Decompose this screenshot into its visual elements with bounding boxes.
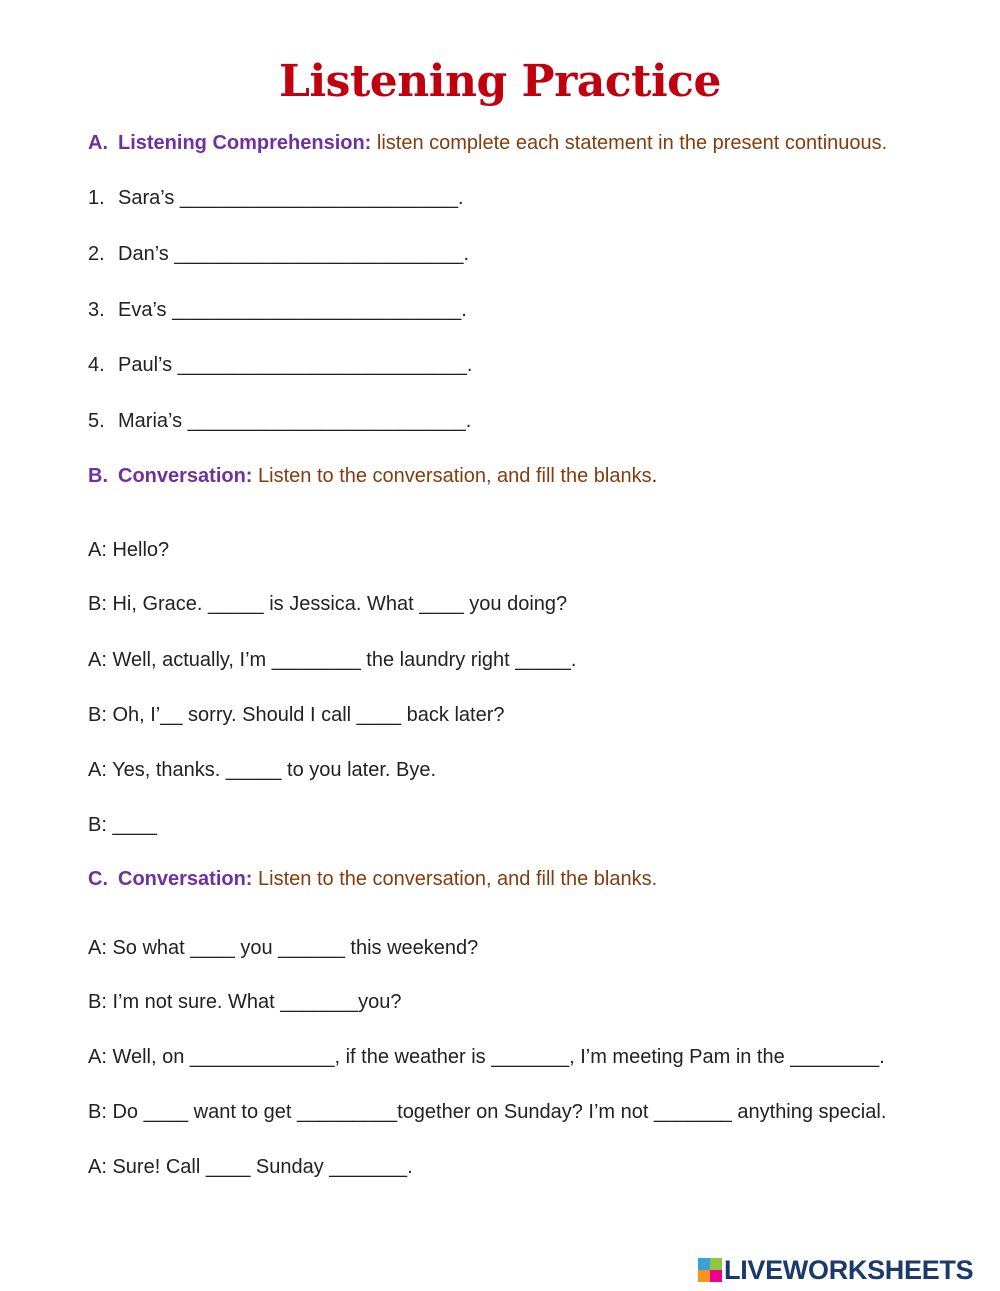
dialogue-line: B: ____ bbox=[88, 814, 157, 836]
section-b-label: Conversation: bbox=[118, 465, 253, 487]
list-item bbox=[88, 242, 469, 266]
section-a-letter: A. bbox=[88, 132, 108, 154]
dialogue-line: A: Sure! Call ____ Sunday _______. bbox=[88, 1156, 413, 1178]
list-item bbox=[88, 186, 464, 210]
item-number: 3. bbox=[88, 299, 105, 321]
section-a-label: Listening Comprehension: bbox=[118, 132, 372, 154]
section-a-instruction: listen complete each statement in the present continuous. bbox=[371, 132, 888, 154]
item-text: Eva’s __________________________. bbox=[118, 299, 467, 321]
section-a-heading bbox=[88, 131, 887, 155]
dialogue-line: B: Do ____ want to get _________together on Sunday? I’m not _______ anything special. bbox=[88, 1101, 887, 1123]
logo-mark-icon bbox=[698, 1258, 722, 1282]
section-c-letter: C. bbox=[88, 868, 108, 890]
item-number: 1. bbox=[88, 187, 105, 209]
list-item bbox=[88, 409, 471, 433]
dialogue-line: B: Oh, I’__ sorry. Should I call ____ back later? bbox=[88, 704, 505, 726]
item-text: Paul’s __________________________. bbox=[118, 354, 473, 376]
dialogue-line: A: So what ____ you ______ this weekend? bbox=[88, 937, 479, 959]
section-b-letter: B. bbox=[88, 465, 108, 487]
logo-text: LIVEWORKSHEETS bbox=[724, 1254, 974, 1285]
section-c-label: Conversation: bbox=[118, 868, 253, 890]
list-item bbox=[88, 353, 472, 377]
section-b-heading bbox=[88, 464, 657, 488]
item-text: Maria’s _________________________. bbox=[118, 410, 472, 432]
section-c-instruction: Listen to the conversation, and fill the blanks. bbox=[252, 868, 658, 890]
dialogue-line: A: Yes, thanks. _____ to you later. Bye. bbox=[88, 759, 437, 781]
item-text: Sara’s _________________________. bbox=[118, 187, 464, 209]
item-number: 5. bbox=[88, 410, 105, 432]
section-b-instruction: Listen to the conversation, and fill the blanks bbox=[252, 465, 652, 487]
item-text: Dan’s __________________________. bbox=[118, 243, 470, 265]
item-number: 2. bbox=[88, 243, 105, 265]
page-title: Listening Practice bbox=[279, 56, 721, 107]
dialogue-line: B: I’m not sure. What _______you? bbox=[88, 991, 402, 1013]
item-number: 4. bbox=[88, 354, 105, 376]
list-item bbox=[88, 298, 467, 322]
liveworksheets-logo[interactable] bbox=[698, 1256, 973, 1284]
section-b-trailing: . bbox=[651, 465, 658, 487]
dialogue-line: A: Hello? bbox=[88, 539, 170, 561]
dialogue-line: B: Hi, Grace. _____ is Jessica. What ____ you doing? bbox=[88, 593, 568, 615]
section-c-heading bbox=[88, 867, 657, 891]
dialogue-line: A: Well, on _____________, if the weather is _______, I’m meeting Pam in the ________. bbox=[88, 1046, 885, 1068]
dialogue-line: A: Well, actually, I’m ________ the laundry right _____. bbox=[88, 649, 577, 671]
